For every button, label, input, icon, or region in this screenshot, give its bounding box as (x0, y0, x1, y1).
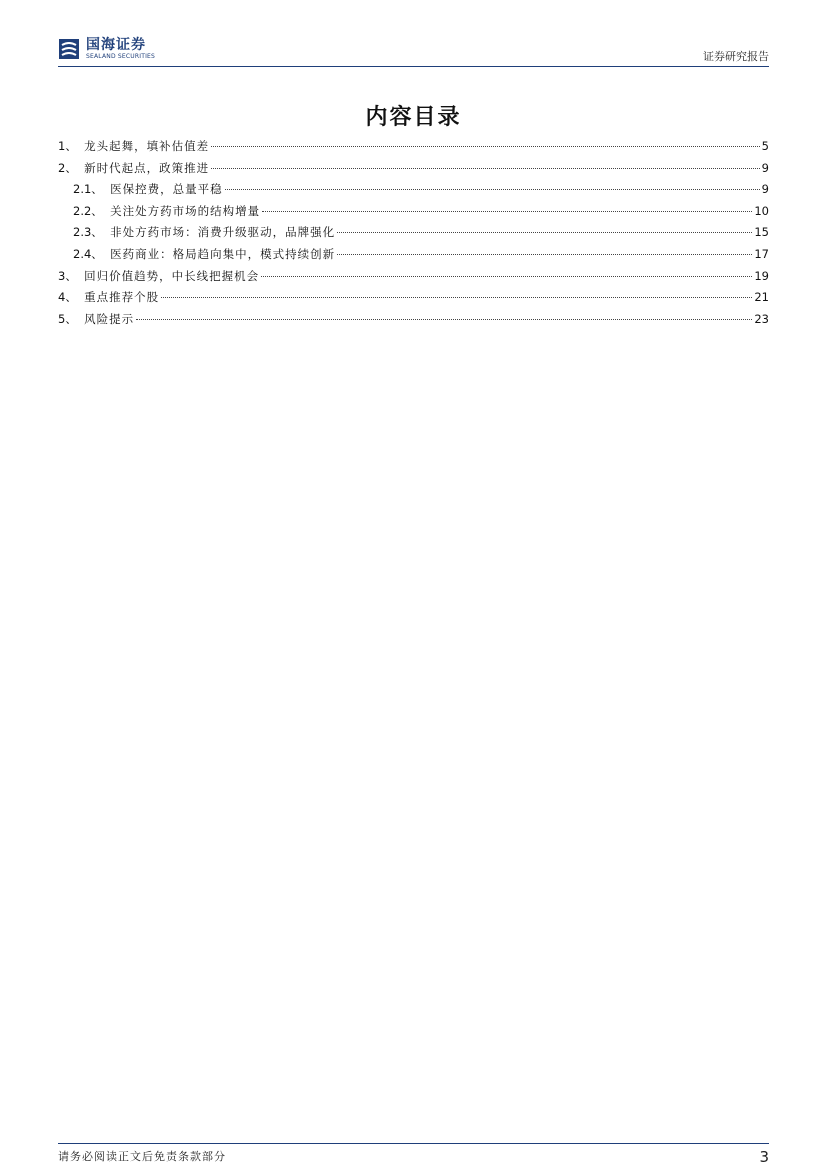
toc-entry-title: 关注处方药市场的结构增量 (110, 203, 261, 218)
toc-dot-leader (136, 319, 752, 320)
toc-entry-number: 5、 (58, 311, 77, 326)
page-title: 内容目录 (365, 105, 462, 130)
toc-entry-number: 3、 (58, 268, 77, 283)
toc-entry-page: 21 (754, 290, 769, 305)
toc-entry-number: 2.4、 (73, 246, 103, 261)
toc-entry-title: 风险提示 (84, 311, 135, 326)
toc-entry-title: 非处方药市场：消费升级驱动，品牌强化 (110, 225, 336, 240)
toc-entry-title: 医保控费，总量平稳 (110, 182, 223, 197)
toc-entry-title: 龙头起舞，填补估值差 (84, 139, 210, 153)
toc-entry[interactable] (58, 138, 769, 160)
toc-entry-title: 医药商业：格局趋向集中，模式持续创新 (110, 246, 336, 261)
toc-entry-number: 2.3、 (73, 225, 103, 240)
toc-entry-page: 19 (754, 268, 769, 283)
toc-entry-page: 10 (754, 203, 769, 218)
toc-dot-leader (161, 297, 752, 298)
toc-dot-leader (211, 146, 760, 147)
table-of-contents (58, 138, 769, 332)
toc-entry-number: 4、 (58, 290, 77, 305)
toc-entry-title: 回归价值趋势，中长线把握机会 (84, 268, 260, 283)
toc-entry-page: 9 (761, 182, 769, 197)
page-number: 3 (759, 1148, 769, 1166)
toc-entry-title: 重点推荐个股 (84, 290, 160, 305)
toc-entry-page: 15 (754, 225, 769, 240)
toc-dot-leader (225, 189, 760, 190)
toc-entry-number: 2.1、 (73, 182, 103, 197)
toc-entry[interactable] (58, 311, 769, 333)
logo-english-name: SEALAND SECURITIES (86, 53, 156, 60)
toc-entry-page: 9 (761, 160, 769, 175)
toc-dot-leader (211, 168, 760, 169)
toc-dot-leader (262, 211, 752, 212)
toc-entry[interactable] (58, 224, 769, 246)
page-header (58, 34, 769, 67)
toc-entry-number: 1、 (58, 139, 77, 153)
report-type-label: 证券研究报告 (703, 50, 769, 63)
disclaimer-note: 请务必阅读正文后免责条款部分 (58, 1150, 226, 1163)
toc-entry-page: 23 (754, 311, 769, 326)
toc-entry-title: 新时代起点，政策推进 (84, 160, 210, 175)
toc-entry[interactable] (58, 268, 769, 290)
toc-entry[interactable] (58, 246, 769, 268)
toc-entry[interactable] (58, 289, 769, 311)
toc-entry[interactable] (58, 203, 769, 225)
page-footer (58, 1143, 769, 1166)
toc-entry-number: 2、 (58, 160, 77, 175)
toc-entry[interactable] (58, 181, 769, 203)
sealand-logo-icon (58, 38, 80, 60)
toc-entry-page: 5 (761, 139, 769, 153)
toc-dot-leader (261, 276, 752, 277)
sealand-logo (58, 36, 155, 62)
toc-dot-leader (337, 232, 752, 233)
toc-dot-leader (337, 254, 752, 255)
toc-entry[interactable] (58, 160, 769, 182)
logo-chinese-name: 国海证券 (86, 37, 146, 53)
toc-entry-number: 2.2、 (73, 203, 103, 218)
toc-entry-page: 17 (754, 246, 769, 261)
